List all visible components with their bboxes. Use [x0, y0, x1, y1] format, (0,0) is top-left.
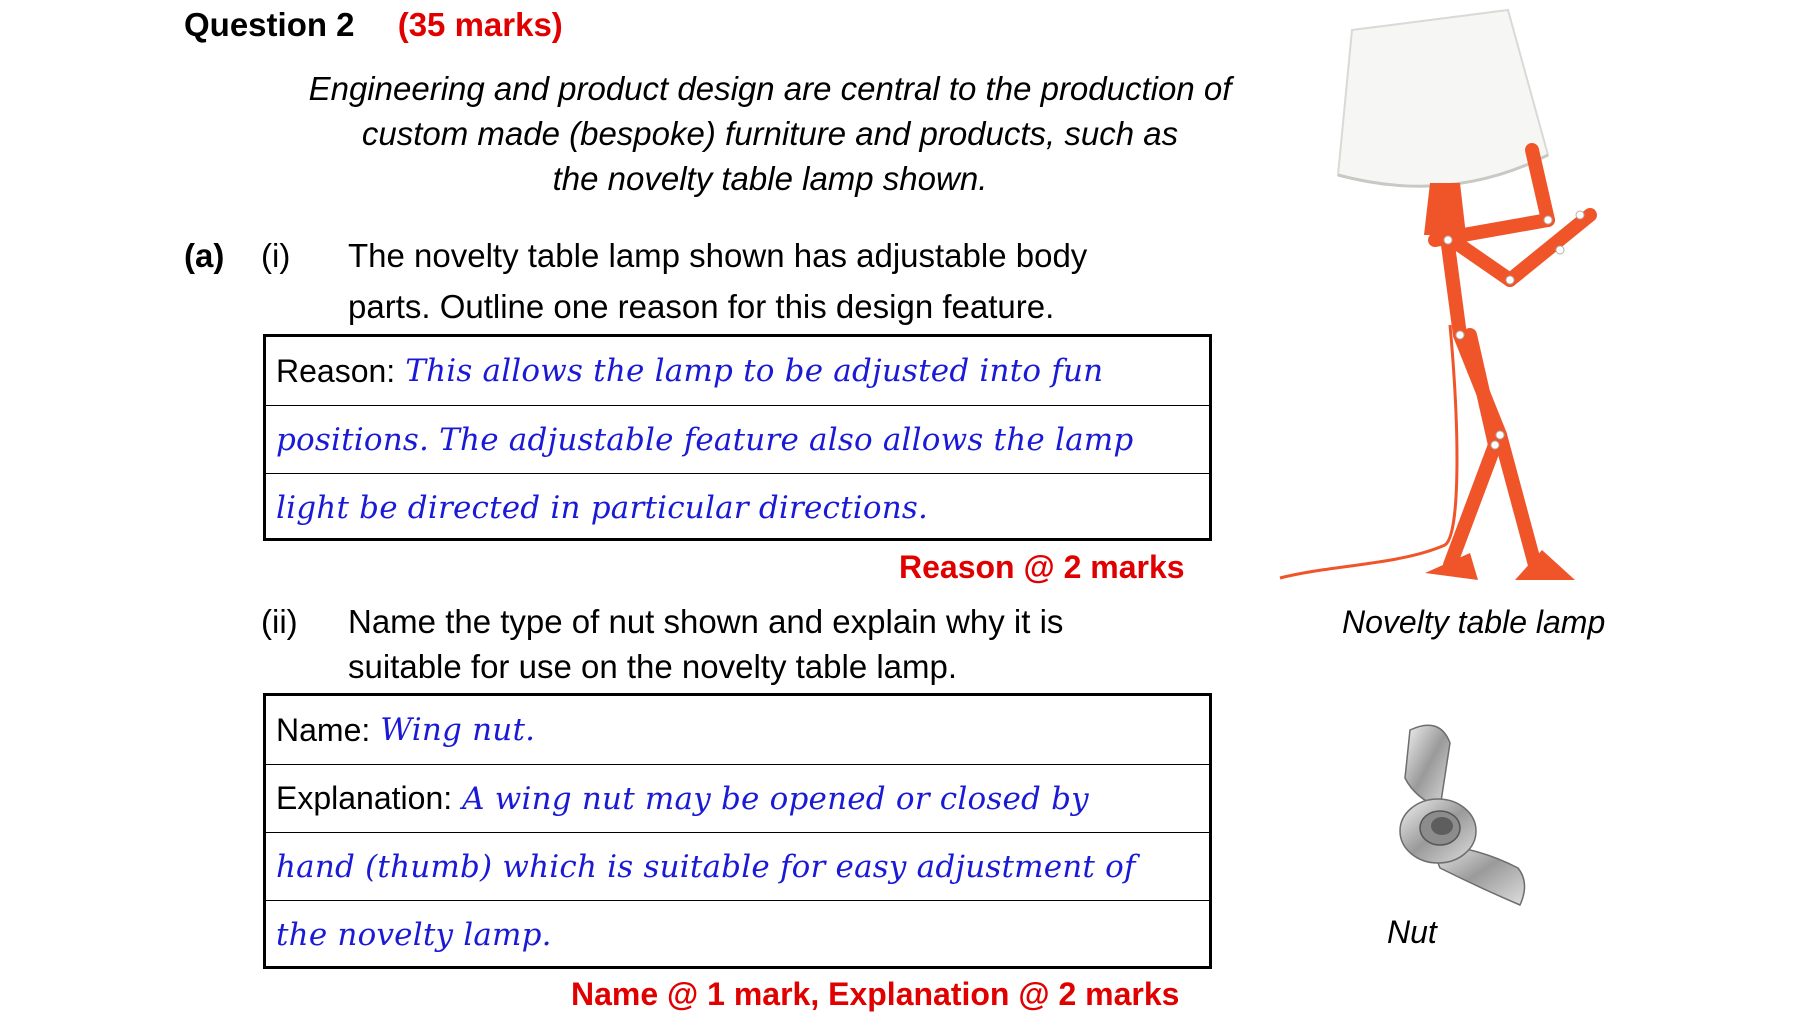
handwritten-answer: positions. The adjustable feature also allows the lamp [276, 421, 1134, 458]
sub-ii-label: (ii) [261, 603, 298, 640]
part-a-label: (a) [184, 237, 225, 274]
reason-label: Reason: [276, 352, 396, 389]
sub-ii-question-line: Name the type of nut shown and explain why it is [348, 603, 1064, 640]
intro-line: custom made (bespoke) furniture and products, such as [361, 115, 1179, 152]
handwritten-answer: Wing nut. [380, 712, 536, 748]
question-marks: (35 marks) [397, 6, 563, 43]
handwritten-answer: the novelty lamp. [276, 916, 552, 953]
sub-i-question-line: The novelty table lamp shown has adjustable body [348, 237, 1088, 274]
handwritten-answer: This allows the lamp to be adjusted into fun [405, 353, 1104, 389]
answer-row [266, 473, 1209, 541]
novelty-lamp-illustration [1270, 5, 1610, 590]
question-intro [280, 66, 1260, 201]
lamp-neck [1424, 183, 1466, 235]
lamp-caption: Novelty table lamp [1342, 604, 1606, 640]
answer-row [266, 337, 1209, 405]
reason-answer-box [263, 334, 1212, 541]
question-number: Question 2 [184, 6, 355, 43]
wing-nut-illustration [1370, 718, 1535, 913]
handwritten-answer: light be directed in particular directions. [276, 489, 929, 526]
wing-nut-upper-wing [1405, 725, 1450, 808]
lamp-shade [1338, 10, 1548, 186]
answer-row [266, 900, 1209, 968]
name-explanation-box [263, 693, 1212, 969]
answer-row [266, 832, 1209, 900]
sub-i-label: (i) [261, 237, 291, 274]
explanation-label: Explanation: [276, 780, 453, 816]
question-title [184, 6, 563, 44]
intro-line: the novelty table lamp shown. [552, 160, 988, 197]
mark-scheme-reason: Reason @ 2 marks [899, 549, 1185, 585]
sub-ii-question [348, 599, 1063, 689]
lamp-right-foot [1515, 550, 1575, 580]
answer-row [266, 405, 1209, 473]
name-label: Name: [276, 711, 371, 748]
wing-nut-hole-shadow [1431, 817, 1453, 835]
sub-i-question [348, 230, 1087, 332]
sub-i-question-line: parts. Outline one reason for this design feature. [348, 288, 1055, 325]
nut-caption: Nut [1387, 914, 1437, 950]
handwritten-answer: hand (thumb) which is suitable for easy adjustment of [276, 848, 1136, 885]
intro-line: Engineering and product design are central to the production of [308, 70, 1232, 107]
handwritten-answer: A wing nut may be opened or closed by [462, 780, 1089, 817]
answer-row [266, 696, 1209, 764]
sub-ii-question-line: suitable for use on the novelty table lamp. [348, 648, 958, 685]
mark-scheme-name-explanation: Name @ 1 mark, Explanation @ 2 marks [571, 976, 1180, 1012]
lamp-cord [1280, 325, 1457, 578]
answer-row [266, 764, 1209, 832]
